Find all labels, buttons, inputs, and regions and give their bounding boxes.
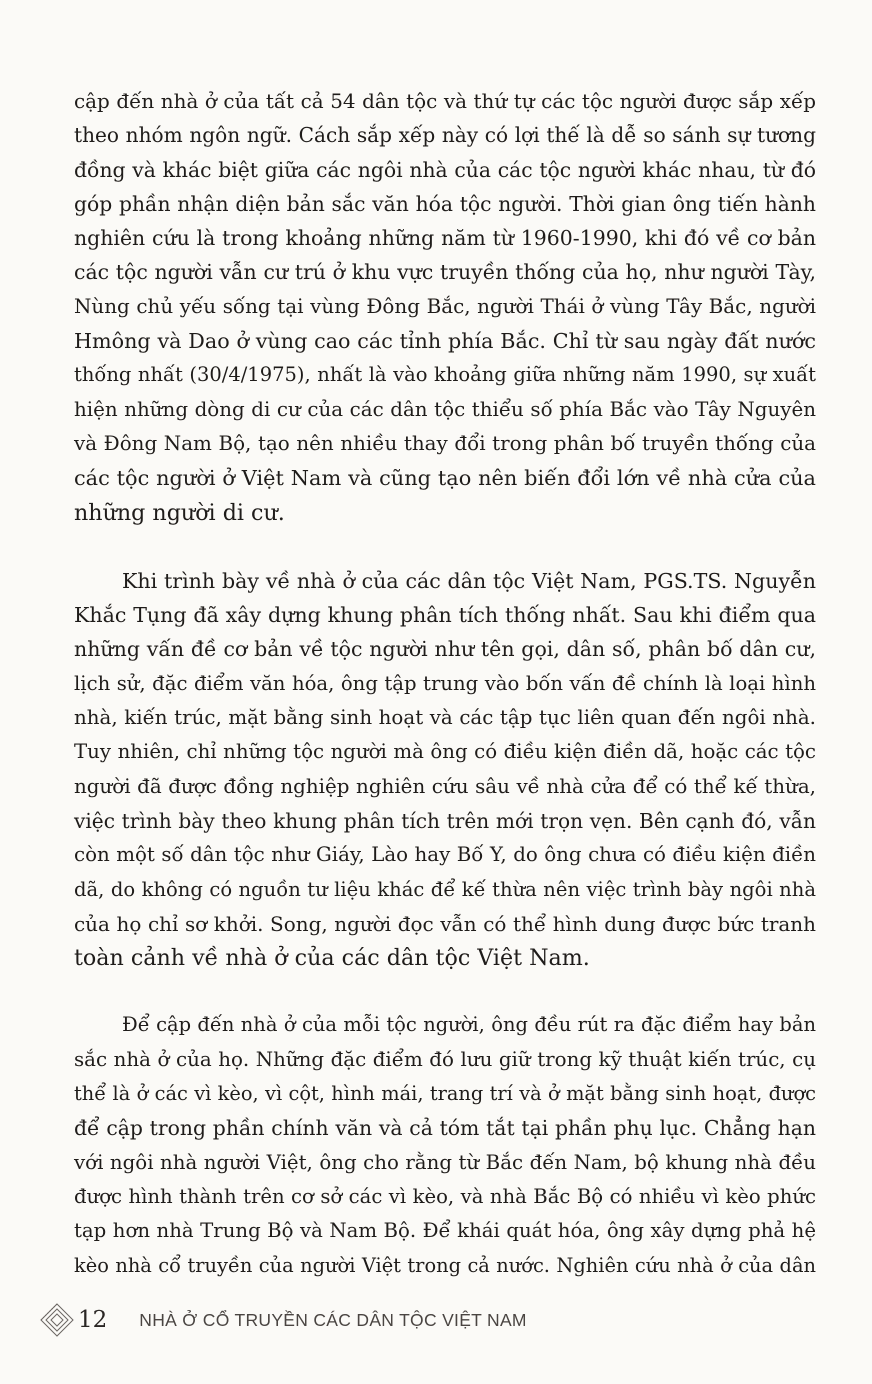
text-line: Nùng chủ yếu sống tại vùng Đông Bắc, người Thái ở vùng Tây Bắc, người	[74, 294, 816, 318]
page-body-text	[74, 84, 816, 1283]
text-line: nhà, kiến trúc, mặt bằng sinh hoạt và các tập tục liên quan đến ngôi nhà.	[74, 706, 816, 730]
text-line: thể là ở các vì kèo, vì cột, hình mái, trang trí và ở mặt bằng sinh hoạt, được	[74, 1082, 816, 1106]
text-line: nghiên cứu là trong khoảng những năm từ 1960-1990, khi đó về cơ bản	[74, 226, 816, 251]
text-line: các tộc người ở Việt Nam và cũng tạo nên biến đổi lớn về nhà cửa của	[74, 466, 816, 491]
text-line: các tộc người vẫn cư trú ở khu vực truyền thống của họ, như người Tày,	[74, 260, 816, 285]
text-line: của họ chỉ sơ khởi. Song, người đọc vẫn có thể hình dung được bức tranh	[74, 911, 816, 936]
paragraph-1	[74, 84, 816, 530]
text-line: Hmông và Dao ở vùng cao các tỉnh phía Bắc. Chỉ từ sau ngày đất nước	[74, 329, 816, 354]
text-line: người đã được đồng nghiệp nghiên cứu sâu về nhà cửa để có thể kế thừa,	[74, 774, 816, 798]
diamond-ornament-icon	[38, 1302, 76, 1338]
text-line: đồng và khác biệt giữa các ngôi nhà của các tộc người khác nhau, từ đó	[74, 157, 816, 182]
text-line: còn một số dân tộc như Giáy, Lào hay Bố Y, do ông chưa có điều kiện điền	[74, 843, 816, 867]
paragraph-2	[74, 564, 816, 976]
text-line: Khi trình bày về nhà ở của các dân tộc Việt Nam, PGS.TS. Nguyễn	[122, 568, 816, 593]
text-line: việc trình bày theo khung phân tích trên mới trọn vẹn. Bên cạnh đó, vẫn	[74, 808, 816, 833]
page-footer	[38, 1302, 527, 1338]
text-line: và Đông Nam Bộ, tạo nên nhiều thay đổi trong phân bố truyền thống của	[74, 431, 816, 455]
text-line: Để cập đến nhà ở của mỗi tộc người, ông đều rút ra đặc điểm hay bản	[122, 1013, 816, 1037]
text-line: Khắc Tụng đã xây dựng khung phân tích thống nhất. Sau khi điểm qua	[74, 603, 816, 628]
paragraph-spacer	[74, 975, 816, 1008]
text-line: được hình thành trên cơ sở các vì kèo, và nhà Bắc Bộ có nhiều vì kèo phức	[74, 1184, 816, 1208]
paragraph-3	[74, 1008, 816, 1282]
text-line: lịch sử, đặc điểm văn hóa, ông tập trung vào bốn vấn đề chính là loại hình	[74, 671, 816, 695]
paragraph-spacer	[74, 530, 816, 564]
text-line: những vấn đề cơ bản về tộc người như tên gọi, dân số, phân bố dân cư,	[74, 637, 816, 662]
page-number: 12	[78, 1307, 108, 1333]
text-line: những người di cư.	[74, 499, 285, 526]
text-line: toàn cảnh về nhà ở của các dân tộc Việt Nam.	[74, 945, 590, 972]
text-line: kèo nhà cổ truyền của người Việt trong cả nước. Nghiên cứu nhà ở của dân	[74, 1253, 816, 1277]
text-line: góp phần nhận diện bản sắc văn hóa tộc người. Thời gian ông tiến hành	[74, 191, 816, 216]
text-line: dã, do không có nguồn tư liệu khác để kế thừa nên việc trình bày ngôi nhà	[74, 877, 816, 901]
text-line: Tuy nhiên, chỉ những tộc người mà ông có điều kiện điền dã, hoặc các tộc	[74, 740, 816, 764]
text-line: hiện những dòng di cư của các dân tộc thiểu số phía Bắc vào Tây Nguyên	[74, 397, 816, 421]
text-line: theo nhóm ngôn ngữ. Cách sắp xếp này có lợi thế là dễ so sánh sự tương	[74, 123, 816, 148]
text-line: thống nhất (30/4/1975), nhất là vào khoảng giữa những năm 1990, sự xuất	[74, 363, 816, 387]
text-line: cập đến nhà ở của tất cả 54 dân tộc và thứ tự các tộc người được sắp xếp	[74, 89, 816, 113]
running-title: NHÀ Ở CỔ TRUYỀN CÁC DÂN TỘC VIỆT NAM	[139, 1309, 527, 1330]
text-line: tạp hơn nhà Trung Bộ và Nam Bộ. Để khái quát hóa, ông xây dựng phả hệ	[74, 1219, 816, 1243]
text-line: sắc nhà ở của họ. Những đặc điểm đó lưu giữ trong kỹ thuật kiến trúc, cụ	[74, 1047, 816, 1071]
text-line: với ngôi nhà người Việt, ông cho rằng từ Bắc đến Nam, bộ khung nhà đều	[74, 1150, 816, 1174]
text-line: để cập trong phần chính văn và cả tóm tắt tại phần phụ lục. Chẳng hạn	[74, 1116, 816, 1141]
